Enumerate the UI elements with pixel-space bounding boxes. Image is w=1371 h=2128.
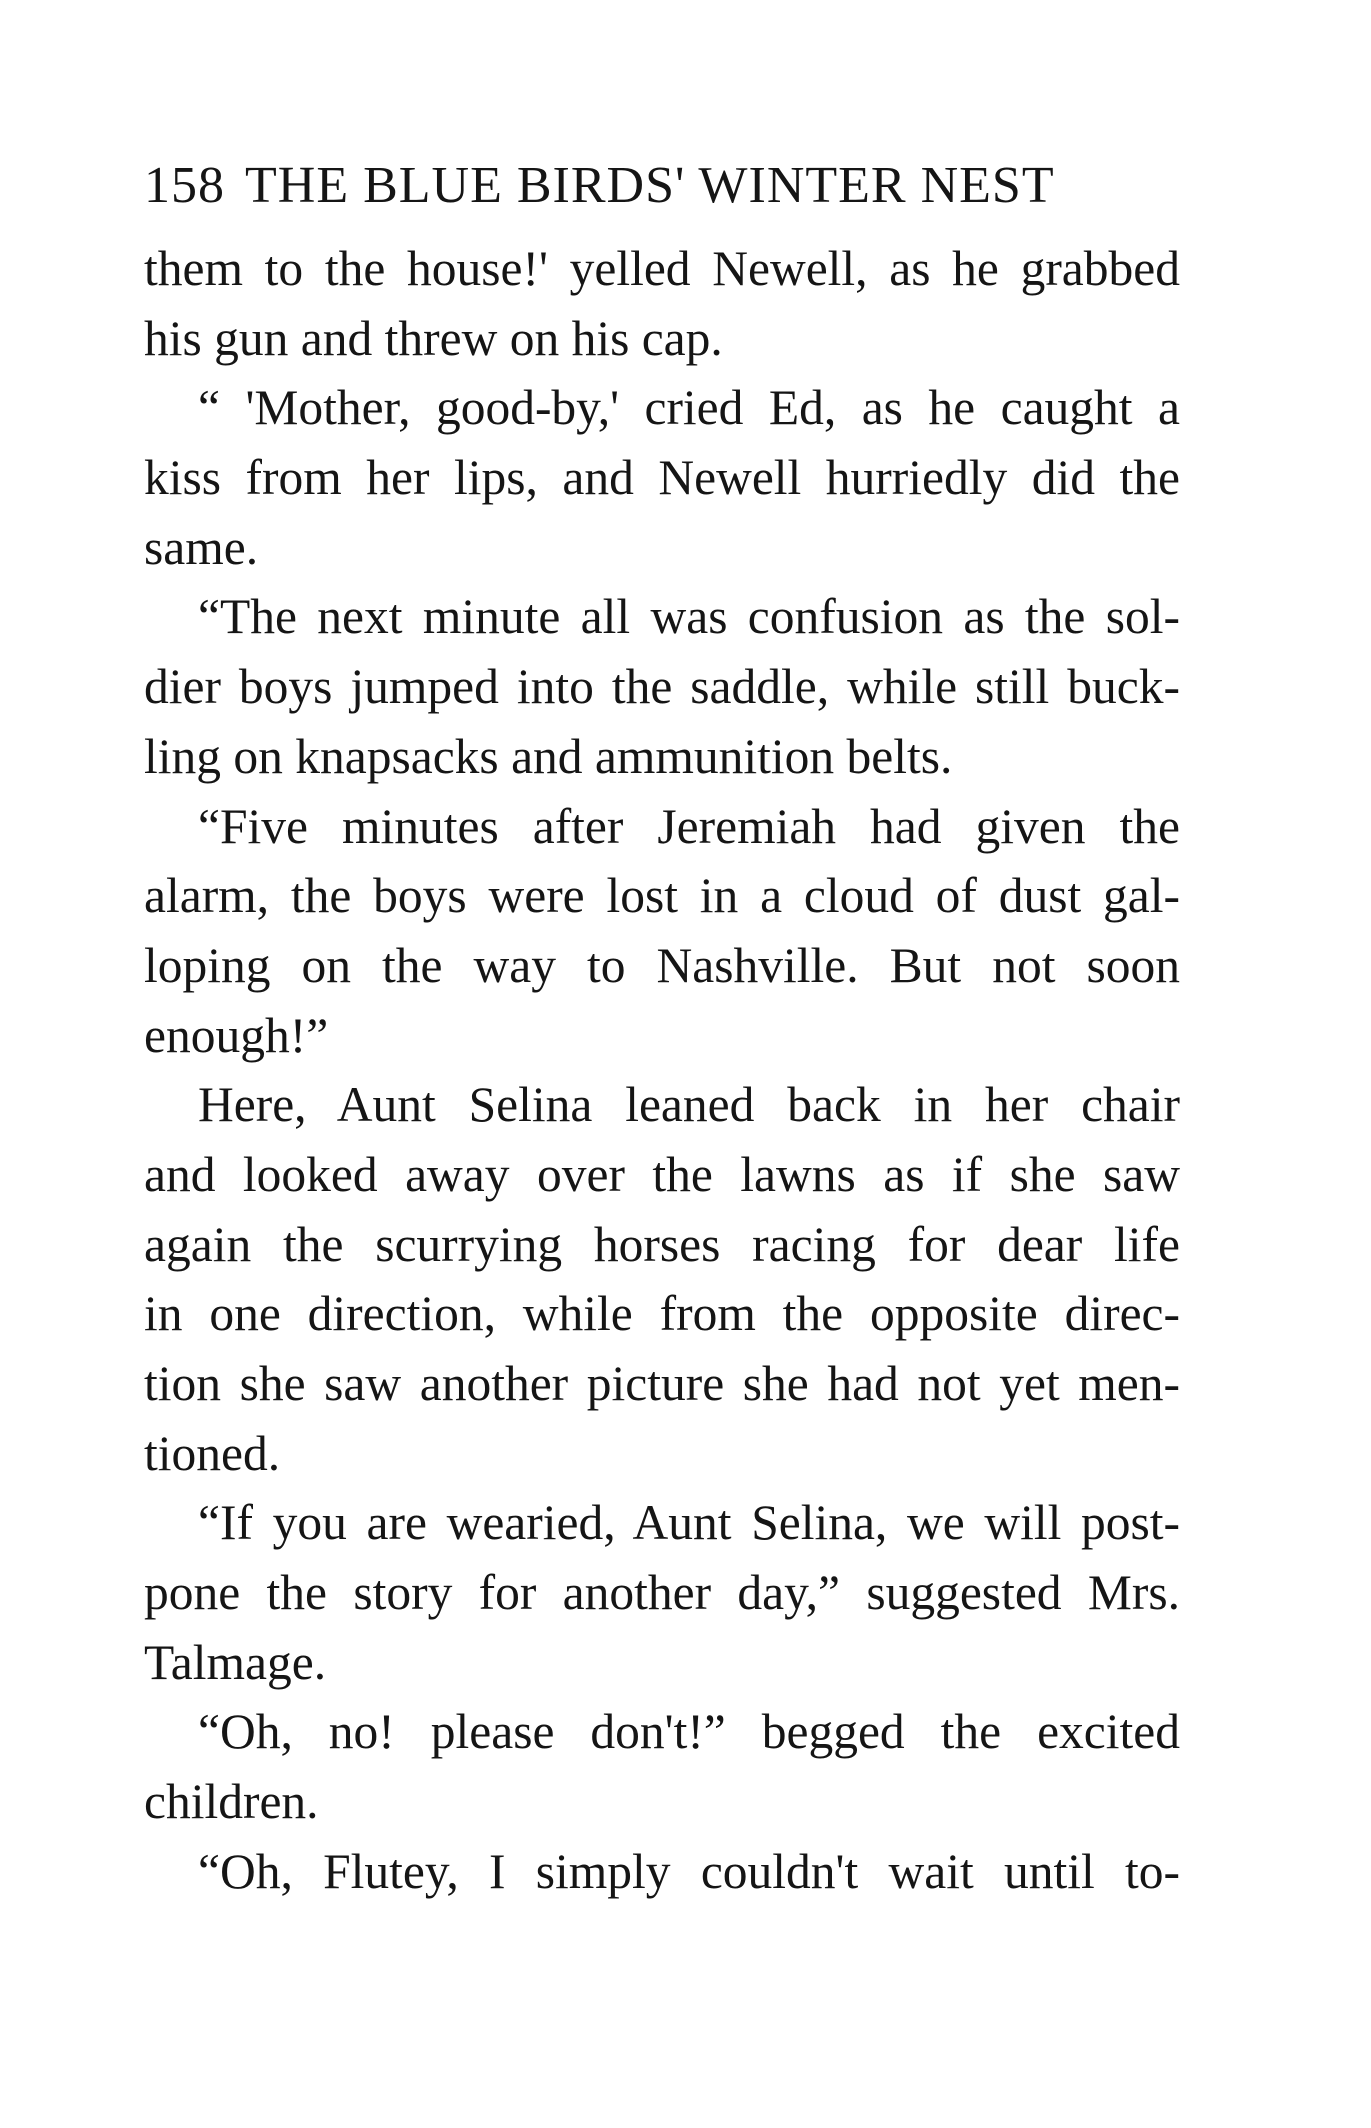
text-line: tion she saw another picture she had not yet men- <box>144 1356 1180 1411</box>
text-line: “ 'Mother, good-by,' cried Ed, as he caught a <box>198 380 1180 436</box>
text-line: Talmage. <box>144 1634 327 1690</box>
text-line: “If you are wearied, Aunt Selina, we will post- <box>198 1495 1180 1551</box>
text-line: in one direction, while from the opposite direc- <box>144 1286 1180 1342</box>
running-title: THE BLUE BIRDS' WINTER NEST <box>245 157 1055 214</box>
text-line: his gun and threw on his cap. <box>144 310 723 366</box>
page-number: 158 <box>144 157 225 214</box>
text-line: again the scurrying horses racing for dear life <box>144 1216 1180 1272</box>
text-line: children. <box>144 1774 319 1830</box>
text-line: “Oh, no! please don't!” begged the excited <box>198 1704 1180 1760</box>
text-line: pone the story for another day,” suggested Mrs. <box>144 1565 1180 1621</box>
text-line: ling on knapsacks and ammunition belts. <box>144 728 953 784</box>
text-line: dier boys jumped into the saddle, while still buck- <box>144 659 1180 715</box>
text-line: same. <box>144 519 259 575</box>
text-line: “Five minutes after Jeremiah had given the <box>198 798 1180 854</box>
text-line: Here, Aunt Selina leaned back in her chair <box>198 1077 1180 1133</box>
text-line: them to the house!' yelled Newell, as he grabbed <box>144 241 1180 296</box>
text-line: kiss from her lips, and Newell hurriedly did the <box>144 450 1180 506</box>
text-line: “The next minute all was confusion as the sol- <box>198 589 1180 645</box>
text-line: and looked away over the lawns as if she saw <box>144 1146 1180 1202</box>
text-line: “Oh, Flutey, I simply couldn't wait until to- <box>198 1843 1180 1899</box>
running-head <box>144 156 1184 226</box>
text-line: loping on the way to Nashville. But not soon <box>144 937 1180 993</box>
body-text <box>144 234 1180 1907</box>
text-line: enough!” <box>144 1007 329 1063</box>
text-line: tioned. <box>144 1425 281 1481</box>
text-line: alarm, the boys were lost in a cloud of dust gal- <box>144 868 1180 924</box>
